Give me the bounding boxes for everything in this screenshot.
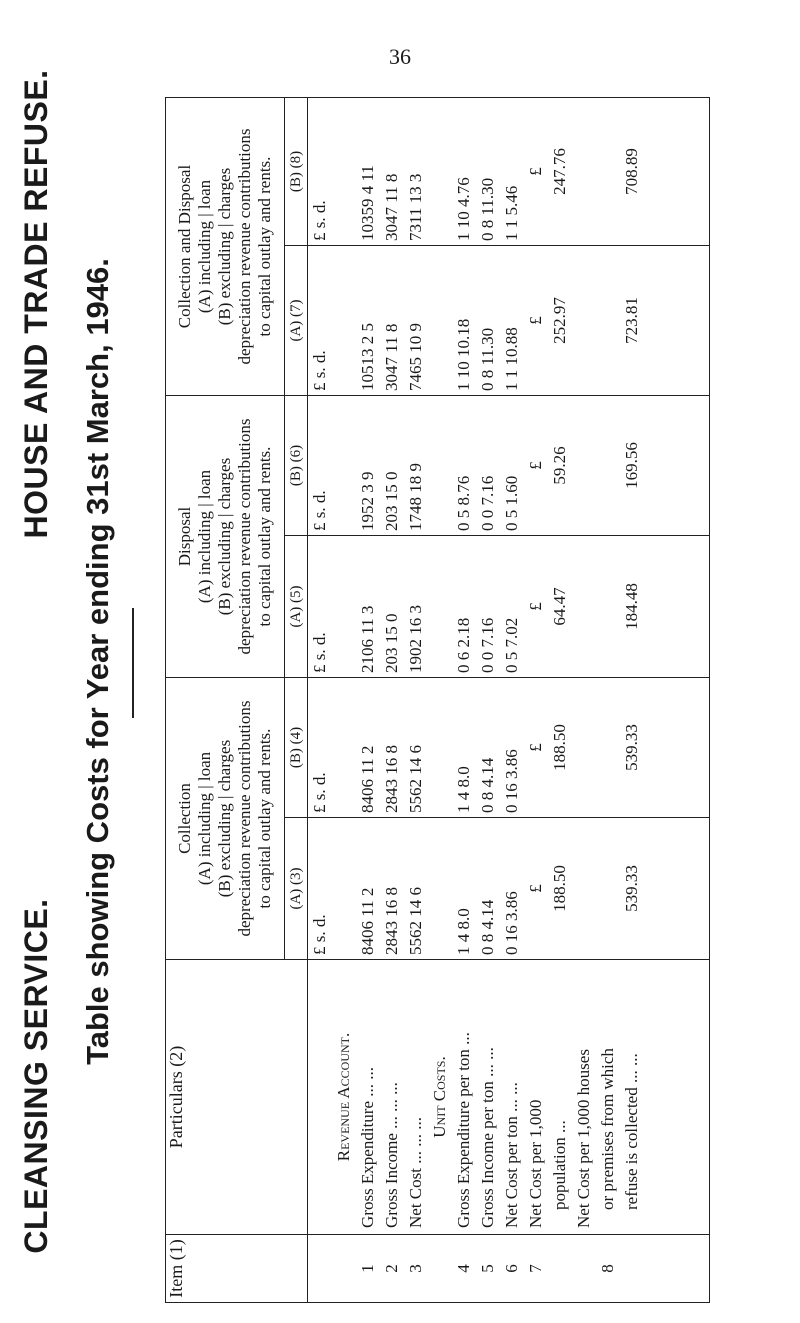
value-cell: 0 5 8.76 — [454, 475, 473, 531]
value-cell: 247.76 — [550, 148, 569, 195]
header-disposal — [166, 396, 285, 678]
value-cell: 3047 11 8 — [382, 323, 401, 391]
particular-gross-expenditure: Gross Expenditure ... ... — [358, 1066, 377, 1228]
value-cell: 188.50 — [550, 865, 569, 912]
values-col8 — [308, 98, 710, 246]
value-cell: 1 1 10.88 — [502, 327, 521, 391]
pound-sign: £ — [526, 602, 545, 611]
value-cell: 2106 11 3 — [358, 605, 377, 673]
header-col6: (B) (6) — [285, 396, 308, 536]
pound-sign: £ — [526, 316, 545, 325]
heading-cleansing-service: CLEANSING SERVICE. — [18, 898, 54, 1254]
value-cell: 1902 16 3 — [406, 605, 425, 673]
values-col3 — [308, 818, 710, 960]
unit-costs-heading: Unit Costs. — [430, 1056, 449, 1138]
values-col7 — [308, 246, 710, 396]
value-cell: 0 8 11.30 — [478, 327, 497, 391]
table-title: Table showing Costs for Year ending 31st March, 1946. — [80, 258, 115, 1065]
unit-header: £ s. d. — [310, 200, 329, 241]
particular-gross-income: Gross Income ... ... ... — [382, 1082, 401, 1228]
value-cell: 0 16 3.86 — [502, 891, 521, 955]
item-number: 1 — [358, 1264, 377, 1273]
pound-sign: £ — [526, 884, 545, 893]
value-cell: 252.97 — [550, 297, 569, 344]
unit-header: £ s. d. — [310, 772, 329, 813]
particular-net-cost-per-1000-houses: Net Cost per 1,000 houses — [574, 1049, 593, 1228]
header-item: Item (1) — [166, 1235, 308, 1303]
main-heading — [18, 0, 55, 1323]
header-col5: (A) (5) — [285, 536, 308, 678]
value-cell: 8406 11 2 — [358, 745, 377, 813]
particular-gross-expenditure-per-ton: Gross Expenditure per ton ... — [454, 1032, 473, 1228]
item-number: 8 — [598, 1264, 617, 1273]
item-number: 2 — [382, 1264, 401, 1273]
value-cell: 169.56 — [622, 442, 641, 489]
unit-header: £ s. d. — [310, 490, 329, 531]
value-cell: 0 0 7.16 — [478, 475, 497, 531]
value-cell: 0 6 2.18 — [454, 617, 473, 673]
value-cell: 1952 3 9 — [358, 471, 377, 531]
value-cell: 64.47 — [550, 587, 569, 626]
value-cell: 539.33 — [622, 724, 641, 771]
group-name: Collection — [175, 783, 194, 854]
value-cell: 1 4 8.0 — [454, 908, 473, 955]
item-number — [332, 1235, 356, 1302]
group-desc-a: (A) including | loan — [195, 469, 214, 604]
value-cell: 1 10 10.18 — [454, 318, 473, 391]
value-cell: 188.50 — [550, 724, 569, 771]
value-cell: 2843 16 8 — [382, 887, 401, 955]
value-cell: 0 8 11.30 — [478, 177, 497, 241]
value-cell: 2843 16 8 — [382, 745, 401, 813]
value-cell: 1748 18 9 — [406, 463, 425, 531]
value-cell: 1 10 4.76 — [454, 177, 473, 241]
particular-net-cost-per-1000-pop: Net Cost per 1,000 — [526, 1099, 545, 1228]
value-cell: 0 8 4.14 — [478, 757, 497, 813]
group-desc-a: (A) including | loan — [195, 751, 214, 886]
unit-header: £ s. d. — [310, 914, 329, 955]
header-collection-and-disposal — [166, 98, 285, 396]
value-cell: 0 5 7.02 — [502, 617, 521, 673]
page-number: 36 — [389, 44, 411, 69]
header-particulars: Particulars (2) — [166, 960, 308, 1235]
header-collection — [166, 678, 285, 960]
value-cell: 5562 14 6 — [406, 887, 425, 955]
value-cell: 184.48 — [622, 583, 641, 630]
value-cell: 1 4 8.0 — [454, 766, 473, 813]
particulars-column — [308, 960, 710, 1235]
group-desc-d: to capital outlay and rents. — [255, 156, 274, 337]
revenue-account-heading: Revenue Account. — [334, 1032, 353, 1162]
value-cell: 59.26 — [550, 446, 569, 485]
group-desc-d: to capital outlay and rents. — [255, 728, 274, 909]
pound-sign: £ — [526, 743, 545, 752]
group-name: Collection and Disposal — [175, 164, 194, 329]
group-desc-c: depreciation revenue contributions — [235, 128, 254, 365]
header-col7: (A) (7) — [285, 246, 308, 396]
header-col4: (B) (4) — [285, 678, 308, 818]
group-name: Disposal — [175, 506, 194, 567]
value-cell: 203 15 0 — [382, 613, 401, 673]
particular-gross-income-per-ton: Gross Income per ton ... ... — [478, 1047, 497, 1228]
unit-header: £ s. d. — [310, 350, 329, 391]
group-header-row — [166, 98, 285, 1303]
value-cell: 7311 13 3 — [406, 173, 425, 241]
item-number: 6 — [502, 1264, 521, 1273]
group-desc-a: (A) including | loan — [195, 179, 214, 314]
group-desc-c: depreciation revenue contributions — [235, 700, 254, 937]
group-desc-b: (B) excluding | charges — [215, 739, 234, 898]
value-cell: 7465 10 9 — [406, 323, 425, 391]
value-cell: 8406 11 2 — [358, 887, 377, 955]
heading-house-trade-refuse: HOUSE AND TRADE REFUSE. — [18, 69, 54, 539]
particular-net-cost: Net Cost ... ... ... — [406, 1117, 425, 1228]
costs-table — [165, 97, 710, 1303]
unit-header: £ s. d. — [310, 632, 329, 673]
particular-net-cost-per-1000-houses-cont: or premises from which — [598, 1048, 617, 1210]
group-desc-b: (B) excluding | charges — [215, 167, 234, 326]
value-cell: 0 0 7.16 — [478, 617, 497, 673]
value-cell: 10359 4 11 — [358, 165, 377, 241]
item-column — [308, 1235, 710, 1303]
item-number: 3 — [406, 1264, 425, 1273]
value-cell: 5562 14 6 — [406, 745, 425, 813]
value-cell: 0 8 4.14 — [478, 899, 497, 955]
item-number: 4 — [454, 1264, 473, 1273]
group-desc-d: to capital outlay and rents. — [255, 446, 274, 627]
item-number: 5 — [478, 1264, 497, 1273]
value-cell: 3047 11 8 — [382, 173, 401, 241]
value-cell: 1 1 5.46 — [502, 185, 521, 241]
group-desc-c: depreciation revenue contributions — [235, 418, 254, 655]
item-number: 7 — [526, 1264, 545, 1273]
value-cell: 723.81 — [622, 297, 641, 344]
value-cell: 10513 2 5 — [358, 323, 377, 391]
group-desc-b: (B) excluding | charges — [215, 457, 234, 616]
particular-net-cost-per-1000-pop-cont: population ... — [550, 1120, 569, 1210]
header-col3: (A) (3) — [285, 818, 308, 960]
header-col8: (B) (8) — [285, 98, 308, 246]
particular-net-cost-per-ton: Net Cost per ton ... ... — [502, 1082, 521, 1228]
title-rule — [132, 608, 134, 718]
table-body-row — [308, 98, 710, 1303]
values-col6 — [308, 396, 710, 536]
pound-sign: £ — [526, 461, 545, 470]
value-cell: 0 16 3.86 — [502, 749, 521, 813]
value-cell: 203 15 0 — [382, 471, 401, 531]
value-cell: 708.89 — [622, 148, 641, 195]
particular-net-cost-per-1000-houses-cont2: refuse is collected ... ... — [622, 1053, 641, 1210]
values-col4 — [308, 678, 710, 818]
value-cell: 0 5 1.60 — [502, 475, 521, 531]
value-cell: 539.33 — [622, 865, 641, 912]
values-col5 — [308, 536, 710, 678]
pound-sign: £ — [526, 167, 545, 176]
